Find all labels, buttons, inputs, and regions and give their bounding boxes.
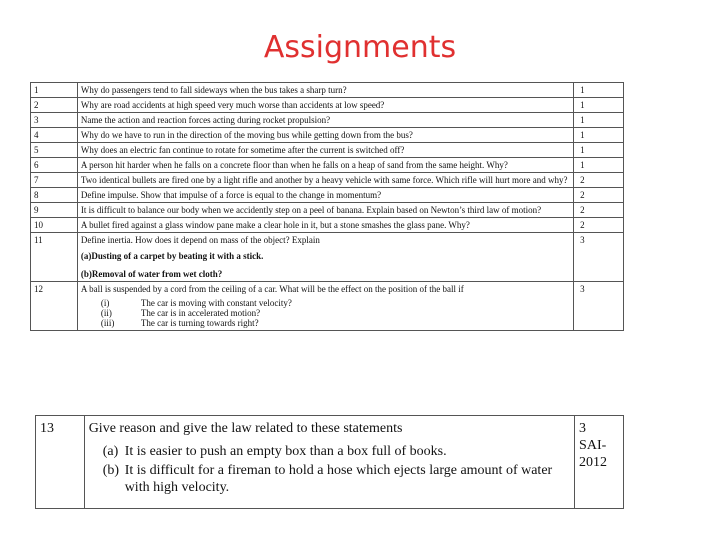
question-marks bbox=[575, 416, 624, 509]
question-number: 7 bbox=[31, 173, 78, 188]
question-text: Define impulse. Show that impulse of a force is equal to the change in momentum? bbox=[77, 188, 573, 203]
option-label: (iii) bbox=[100, 318, 115, 328]
table-row bbox=[31, 188, 624, 203]
table-row bbox=[31, 233, 624, 282]
question-marks: 3 bbox=[574, 282, 624, 331]
question-number: 6 bbox=[31, 158, 78, 173]
option-label: (i) bbox=[100, 298, 110, 308]
question-text: Why do we have to run in the direction of the moving bus while getting down from the bus? bbox=[77, 128, 573, 143]
table-row bbox=[31, 83, 624, 98]
question-number: 11 bbox=[31, 233, 78, 282]
question-text: Why does an electric fan continue to rotate for sometime after the current is switched off? bbox=[77, 143, 573, 158]
part-label: (a) bbox=[102, 444, 119, 459]
table-row bbox=[31, 98, 624, 113]
question-number: 5 bbox=[31, 143, 78, 158]
question-marks: 1 bbox=[574, 98, 624, 113]
table-row bbox=[36, 416, 624, 509]
question-number: 13 bbox=[36, 416, 85, 509]
table-row bbox=[31, 113, 624, 128]
question-marks: 1 bbox=[574, 128, 624, 143]
option bbox=[81, 318, 570, 328]
table-row bbox=[31, 218, 624, 233]
question-marks: 3 bbox=[574, 233, 624, 282]
table-row bbox=[31, 173, 624, 188]
question-marks: 1 bbox=[574, 143, 624, 158]
option bbox=[81, 308, 570, 318]
question-marks: 1 bbox=[574, 158, 624, 173]
question-marks: 1 bbox=[574, 113, 624, 128]
page-title: Assignments bbox=[263, 30, 457, 65]
question-part-a bbox=[89, 443, 570, 460]
question-text: Why do passengers tend to fall sideways when the bus takes a sharp turn? bbox=[77, 83, 573, 98]
question-part-b: (b)Removal of water from wet cloth? bbox=[80, 269, 223, 279]
table-row bbox=[31, 282, 624, 331]
question-number: 8 bbox=[31, 188, 78, 203]
question-text bbox=[77, 233, 573, 282]
question-number: 10 bbox=[31, 218, 78, 233]
question-number: 9 bbox=[31, 203, 78, 218]
question-marks: 2 bbox=[574, 218, 624, 233]
question-text bbox=[84, 416, 574, 509]
part-text: It is easier to push an empty box than a box full of books. bbox=[124, 444, 447, 459]
question-text bbox=[77, 282, 573, 331]
question-marks: 2 bbox=[574, 203, 624, 218]
question-number: 1 bbox=[31, 83, 78, 98]
question-number: 12 bbox=[31, 282, 78, 331]
question-text: It is difficult to balance our body when we accidently step on a peel of banana. Explain based on Newton’s third law of motion? bbox=[77, 203, 573, 218]
question-marks: 1 bbox=[574, 83, 624, 98]
question-text: A person hit harder when he falls on a concrete floor than when he falls on a heap of sand from the same height. Why? bbox=[77, 158, 573, 173]
question-part-b bbox=[89, 462, 570, 496]
option bbox=[81, 298, 570, 308]
question-text: A bullet fired against a glass window pane make a clear hole in it, but a stone smashes the glass pane. Why? bbox=[77, 218, 573, 233]
part-text: It is difficult for a fireman to hold a hose which ejects large amount of water with high velocity. bbox=[124, 463, 553, 495]
question-marks: 2 bbox=[574, 188, 624, 203]
option-text: The car is moving with constant velocity? bbox=[140, 298, 292, 308]
question-part-a: (a)Dusting of a carpet by beating it with a stick. bbox=[80, 251, 264, 261]
question-main: Define inertia. How does it depend on mass of the object? Explain bbox=[80, 235, 320, 245]
question-number: 3 bbox=[31, 113, 78, 128]
marks-value: 3 bbox=[579, 421, 587, 436]
question-marks: 2 bbox=[574, 173, 624, 188]
part-label: (b) bbox=[102, 463, 120, 478]
question-text: Name the action and reaction forces acting during rocket propulsion? bbox=[77, 113, 573, 128]
question-number: 2 bbox=[31, 98, 78, 113]
option-text: The car is in accelerated motion? bbox=[140, 308, 261, 318]
question-text: Two identical bullets are fired one by a light rifle and another by a heavy vehicle with same force. Which rifle will hurt more and why? bbox=[77, 173, 573, 188]
questions-table-continued bbox=[35, 415, 624, 509]
option-label: (ii) bbox=[100, 308, 112, 318]
questions-table bbox=[30, 82, 624, 331]
question-text: Why are road accidents at high speed very much worse than accidents at low speed? bbox=[77, 98, 573, 113]
table-row bbox=[31, 158, 624, 173]
source-note: SAI-2012 bbox=[579, 438, 608, 470]
question-main: A ball is suspended by a cord from the ceiling of a car. What will be the effect on the position of the ball if bbox=[80, 284, 464, 294]
question-number: 4 bbox=[31, 128, 78, 143]
option-text: The car is turning towards right? bbox=[140, 318, 259, 328]
question-main: Give reason and give the law related to these statements bbox=[88, 421, 403, 436]
table-row bbox=[31, 128, 624, 143]
table-row bbox=[31, 203, 624, 218]
table-row bbox=[31, 143, 624, 158]
